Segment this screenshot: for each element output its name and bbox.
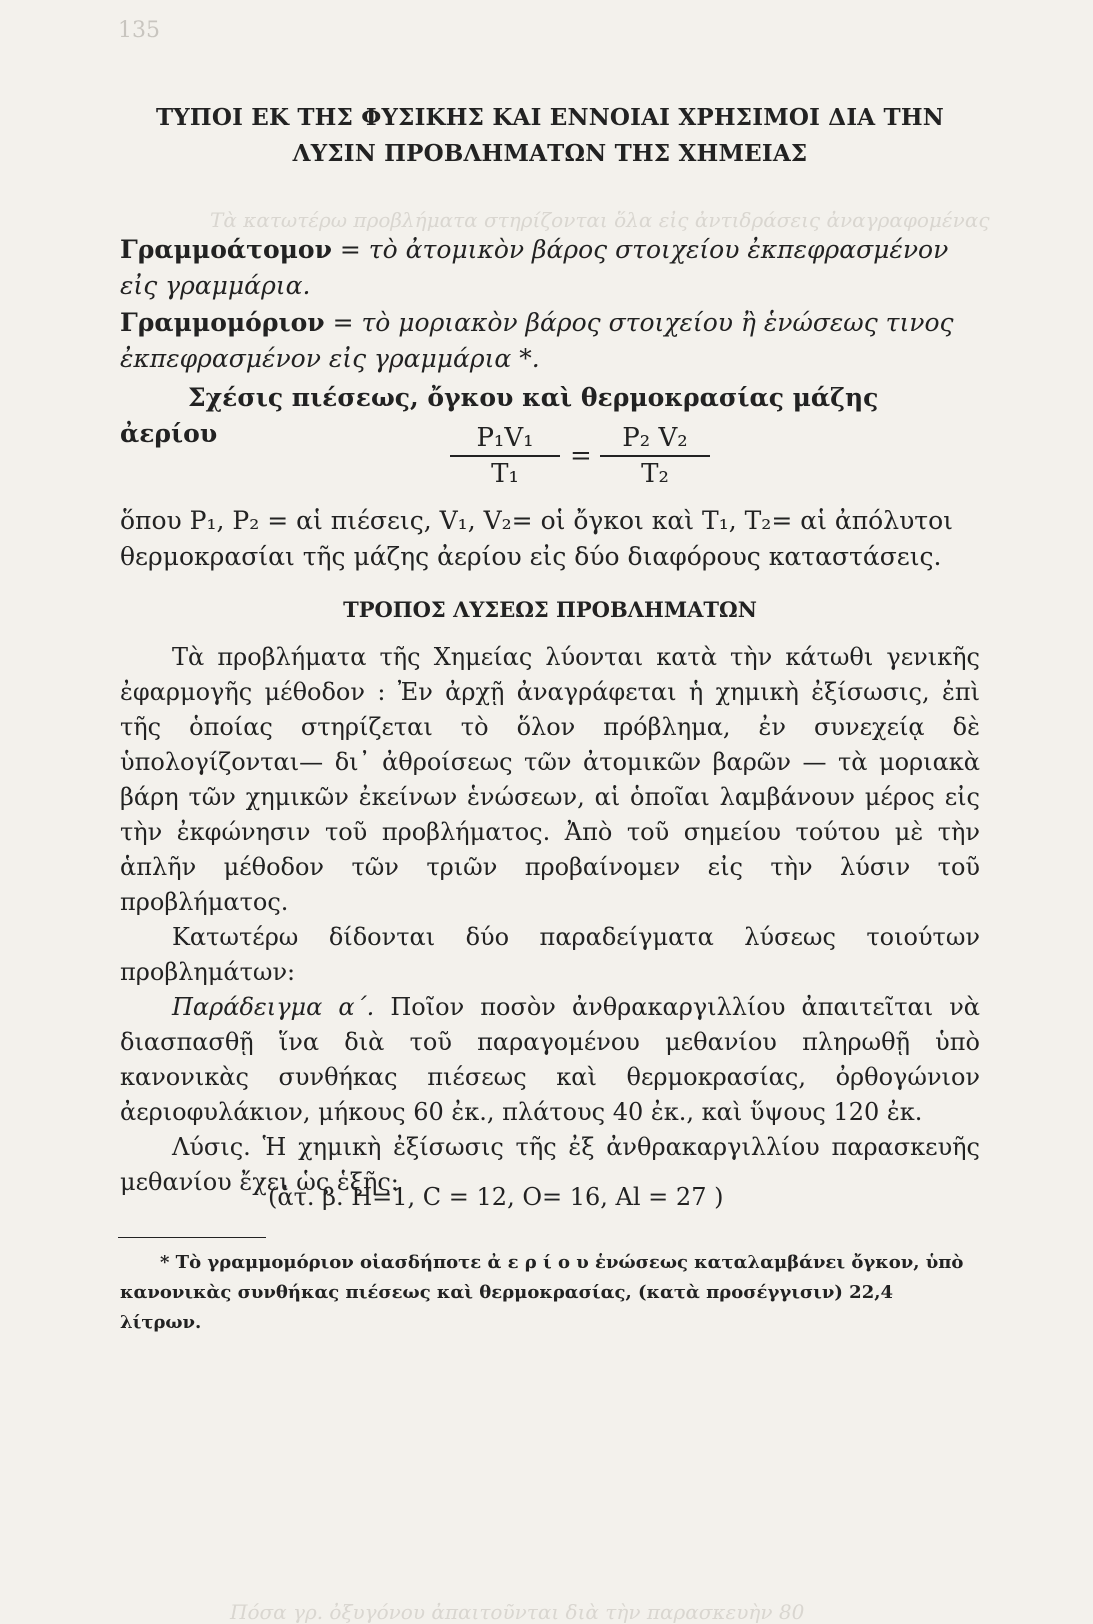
page-number: 135 — [118, 18, 160, 43]
example-text: Ποῖον ποσὸν ἀνθρακαργιλλίου ἀπαιτεῖται νὰ διασπασθῇ ἵνα διὰ τοῦ παραγομένου μεθανίου πληρωθῇ ὑπὸ κανονικὰς συνθήκας πιέσεως καὶ θερμοκρασίας, ὀρθογώνιον ἀεριοφυλάκιον, μήκους 60 ἐκ., πλάτους 40 ἐκ., καὶ ὕψους 120 ἐκ. — [120, 993, 980, 1126]
formula-denominator: T₁ — [491, 459, 519, 489]
formula-numerator: P₂ V₂ — [600, 423, 710, 457]
definition-gram-atom — [120, 232, 980, 304]
paragraph: Τὰ προβλήματα τῆς Χημείας λύονται κατὰ τὴν κάτωθι γενικῆς ἐφαρμογῆς μέθοδον : Ἐν ἀρχῇ ἀναγράφεται ἡ χημικὴ ἐξίσωσις, ἐπὶ τῆς ὁποίας στηρίζεται τὸ ὅλον πρόβλημα, ἐν συνεχείᾳ δὲ ὑπολογίζονται— δι᾽ ἀθροίσεως τῶν ἀτομικῶν βαρῶν — τὰ μοριακὰ βάρη τῶν χημικῶν ἐκείνων ἑνώσεων, αἱ ὁποῖαι λαμβάνουν μέρος εἰς τὴν ἐκφώνησιν τοῦ προβλήματος. Ἀπὸ τοῦ σημείου τούτου μὲ τὴν ἁπλῆν μέθοδον τῶν τριῶν προβαίνομεν εἰς τὴν λύσιν τοῦ προβλήματος. — [120, 643, 980, 916]
gas-relation-heading: Σχέσις πιέσεως, ὄγκου καὶ θερμοκρασίας μάζης ἀερίου — [120, 383, 879, 448]
definition-text: = τὸ ἀτομικὸν βάρος στοιχείου ἐκπεφρασμένον εἰς γραμμάρια. — [120, 235, 949, 300]
formula-denominator: T₂ — [641, 459, 669, 489]
body-text — [120, 640, 980, 1200]
formula-numerator: P₁V₁ — [450, 423, 560, 457]
page-title: ΤΥΠΟΙ ΕΚ ΤΗΣ ΦΥΣΙΚΗΣ ΚΑΙ ΕΝΝΟΙΑΙ ΧΡΗΣΙΜΟΙ ΔΙΑ ΤΗΝ ΛΥΣΙΝ ΠΡΟΒΛΗΜΑΤΩΝ ΤΗΣ ΧΗΜΕΙΑΣ — [155, 104, 945, 167]
paragraph: Κατωτέρω δίδονται δύο παραδείγματα λύσεως τοιούτων προβλημάτων: — [120, 923, 980, 986]
example-paragraph — [120, 990, 980, 1130]
footnote — [120, 1248, 980, 1338]
example-label: Παράδειγμα α΄. — [172, 993, 375, 1021]
atomic-weights: (ἀτ. β. H=1, C = 12, O= 16, Al = 27 ) — [268, 1183, 724, 1211]
term-gram-atom: Γραμμοάτομον — [120, 235, 332, 264]
definition-text: = τὸ μοριακὸν βάρος στοιχείου ἢ ἑνώσεως τινος ἐκπεφρασμένον εἰς γραμμάρια *. — [120, 308, 954, 373]
formula-right-fraction — [600, 423, 710, 489]
formula-left-fraction — [450, 423, 560, 489]
definition-gram-mole — [120, 305, 980, 377]
paragraph: Λύσις. Ἡ χημικὴ ἐξίσωσις τῆς ἐξ ἀνθρακαργιλλίου παρασκευῆς μεθανίου ἔχει ὡς ἑξῆς: — [120, 1133, 980, 1196]
formula-explanation: ὅπου P₁, P₂ = αἱ πιέσεις, V₁, V₂= οἱ ὄγκοι καὶ T₁, T₂= αἱ ἀπόλυτοι θερμοκρασίαι τῆς μάζης ἀερίου εἰς δύο διαφόρους καταστάσεις. — [120, 506, 953, 571]
formula-equals: = — [570, 441, 592, 471]
section-title: ΤΡΟΠΟΣ ΛΥΣΕΩΣ ΠΡΟΒΛΗΜΑΤΩΝ — [343, 597, 757, 622]
bleed-through-line: Τὰ κατωτέρω προβλήματα στηρίζονται ὅλα εἰς ἀντιδράσεις ἀναγραφομένας — [210, 208, 990, 232]
footnote-divider — [118, 1237, 266, 1238]
bleed-through-line: Πόσα γρ. ὀξυγόνου ἀπαιτοῦνται διὰ τὴν παρασκευὴν 80 — [230, 1600, 805, 1624]
term-gram-mole: Γραμμομόριον — [120, 308, 325, 337]
footnote-text: * Τὸ γραμμομόριον οἱασδήποτε ἀ ε ρ ί ο υ ἑνώσεως καταλαμβάνει ὄγκον, ὑπὸ κανονικὰς συνθήκας πιέσεως καὶ θερμοκρασίας, (κατὰ προσέγγισιν) 22,4 λίτρων. — [120, 1252, 964, 1333]
gas-law-formula — [440, 423, 740, 493]
